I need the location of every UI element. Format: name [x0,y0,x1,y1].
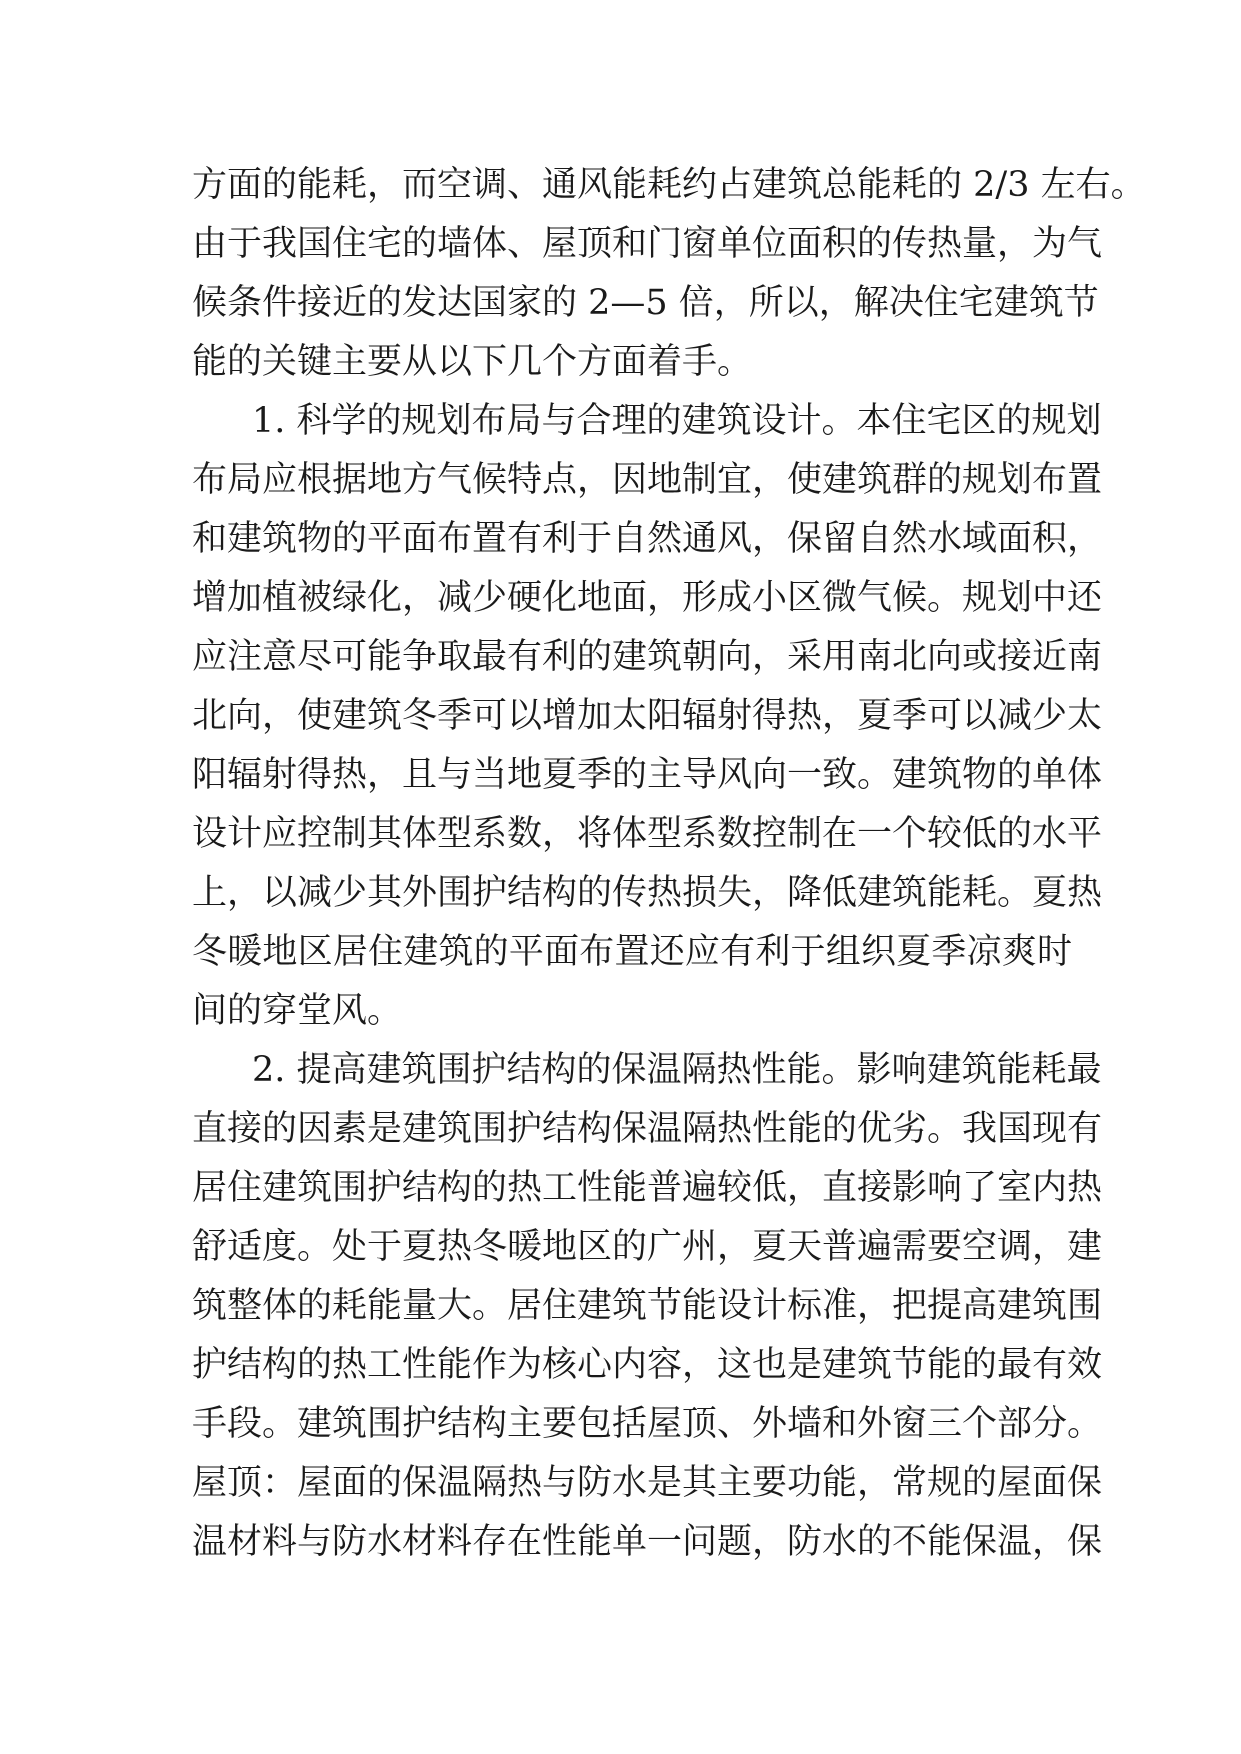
text-line: 由于我国住宅的墙体、屋顶和门窗单位面积的传热量，为气 [192,224,1103,264]
text-line: 设计应控制其体型系数，将体型系数控制在一个较低的水平 [192,814,1103,854]
text-line: 筑整体的耗能量大。居住建筑节能设计标准，把提高建筑围 [192,1286,1103,1326]
body-text [192,156,1146,1572]
text-line: 1. 科学的规划布局与合理的建筑设计。本住宅区的规划 [252,401,1102,441]
text-line: 布局应根据地方气候特点，因地制宜，使建筑群的规划布置 [192,460,1103,500]
text-line: 手段。建筑围护结构主要包括屋顶、外墙和外窗三个部分。 [192,1404,1103,1444]
text-line: 候条件接近的发达国家的 2—5 倍，所以，解决住宅建筑节 [192,283,1099,323]
text-line: 应注意尽可能争取最有利的建筑朝向，采用南北向或接近南 [192,637,1103,677]
text-line: 和建筑物的平面布置有利于自然通风，保留自然水域面积， [192,519,1103,559]
text-line: 冬暖地区居住建筑的平面布置还应有利于组织夏季凉爽时 [192,932,1072,972]
text-line: 能的关键主要从以下几个方面着手。 [192,342,753,382]
text-line: 舒适度。处于夏热冬暖地区的广州，夏天普遍需要空调，建 [192,1227,1103,1267]
text-line: 方面的能耗，而空调、通风能耗约占建筑总能耗的 2/3 左右。 [192,165,1146,205]
text-line: 间的穿堂风。 [192,991,403,1031]
text-line: 北向，使建筑冬季可以增加太阳辐射得热，夏季可以减少太 [192,696,1103,736]
text-line: 直接的因素是建筑围护结构保温隔热性能的优劣。我国现有 [192,1109,1103,1149]
text-line: 屋顶：屋面的保温隔热与防水是其主要功能，常规的屋面保 [192,1463,1103,1503]
text-line: 护结构的热工性能作为核心内容，这也是建筑节能的最有效 [192,1345,1103,1385]
text-line: 上，以减少其外围护结构的传热损失，降低建筑能耗。夏热 [192,873,1103,913]
text-line: 2. 提高建筑围护结构的保温隔热性能。影响建筑能耗最 [252,1050,1102,1090]
text-line: 阳辐射得热，且与当地夏季的主导风向一致。建筑物的单体 [192,755,1103,795]
text-line: 增加植被绿化，减少硬化地面，形成小区微气候。规划中还 [192,578,1103,618]
text-line: 居住建筑围护结构的热工性能普遍较低，直接影响了室内热 [192,1168,1103,1208]
text-line: 温材料与防水材料存在性能单一问题，防水的不能保温，保 [192,1522,1103,1562]
